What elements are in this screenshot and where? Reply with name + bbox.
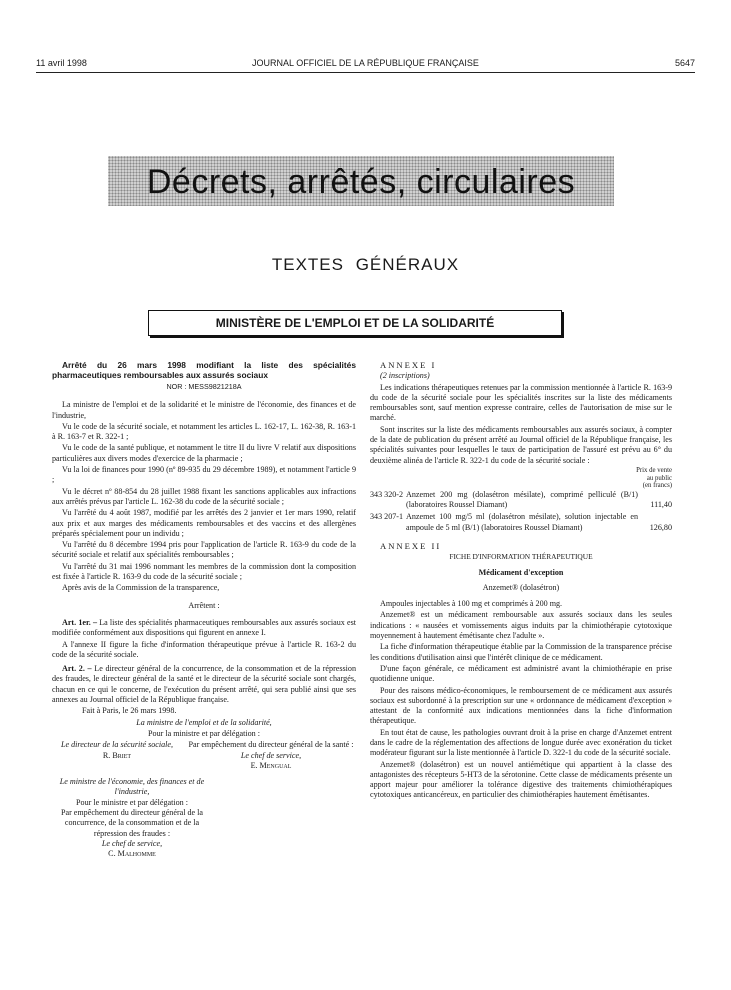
paragraph: Anzemet® est un médicament remboursable aux assurés sociaux dans les seules indications : « nausées et vomissements aigus induits par la chimiothérapie cytotoxique moyennement à hautement émétisante chez l'adulte ». [370, 610, 672, 641]
nor-reference: NOR : MESS9821218A [166, 382, 242, 391]
ministry-box: MINISTÈRE DE L'EMPLOI ET DE LA SOLIDARITÉ [148, 310, 562, 336]
paragraph: Vu le code de la santé publique, et notamment le titre II du livre V relatif aux dispositions particulières aux divers modes d'exercice de la pharmacie ; [52, 443, 356, 463]
medication-text: Anzemet 100 mg/5 ml (dolasétron mésilate), solution injectable en ampoule de 5 ml (B/1) (laboratoires Roussel Diamant) [406, 512, 638, 532]
header-journal: JOURNAL OFFICIEL DE LA RÉPUBLIQUE FRANÇAISE [252, 58, 479, 68]
annexe-1-subtitle: (2 inscriptions) [380, 371, 430, 381]
signatory-title: Le directeur de la sécurité sociale, [60, 740, 174, 750]
signature-block-2 [52, 777, 212, 859]
signatory-name: C. Malhomme [108, 849, 156, 859]
banner-title: Décrets, arrêtés, circulaires [146, 163, 576, 201]
medication-code: 343 320-2 [370, 489, 404, 499]
medication-price: 126,80 [649, 522, 672, 532]
header-date: 11 avril 1998 [36, 58, 87, 68]
paragraph: Après avis de la Commission de la transparence, [62, 583, 220, 593]
paragraph: En tout état de cause, les pathologies ouvrant droit à la prise en charge d'Anzemet entrent dans le cadre de la réglementation des affections de longue durée avec exonération du ticket modérateur figurant sur la liste mentionnée à l'article D. 322-1 du code de la sécurité sociale. [370, 727, 672, 758]
article-1-paragraph-2: A l'annexe II figure la fiche d'information thérapeutique prévue à l'article R. 163-2 du code de la sécurité sociale. [52, 639, 356, 659]
medication-text: Anzemet 200 mg (dolasétron mésilate), comprimé pelliculé (B/1) (laboratoires Roussel Diamant) [406, 489, 638, 510]
signatory-role: La ministre de l'emploi et de la solidarité, [136, 717, 272, 727]
header-page-number: 5647 [674, 58, 695, 68]
signatory-name: E. Mengual [250, 760, 292, 770]
signatory-name: R. Briet [102, 750, 132, 760]
article-2-text: Le directeur général de la concurrence, de la consommation et de la répression des fraudes, le directeur général de la santé et le directeur de la sécurité sociale sont chargés, chacun en ce qui le concerne, de l'exécution du présent arrêté, qui sera publié ainsi que ses annexes au Journal officiel de la République française. [52, 664, 356, 705]
medication-price: 111,40 [650, 500, 672, 510]
paragraph: Vu l'arrêté du 31 mai 1996 nommant les membres de la commission dont la composition est fixée à l'article R. 163-9 du code de la sécurité sociale ; [52, 561, 356, 582]
arretent: Arrêtent : [188, 600, 220, 610]
article-1-text: La liste des spécialités pharmaceutiques remboursables aux assurés sociaux est modifiée conformément aux dispositions qui figurent en annexe I. [52, 617, 356, 638]
paragraph: Pour des raisons médico-économiques, le remboursement de ce médicament aux assurés sociaux est subordonné à la prescription sur une « ordonnance de médicament d'exception » attestant de la conformité aux indications mentionnées dans la fiche d'information thérapeutique. [370, 685, 672, 726]
paragraph: La ministre de l'emploi et de la solidarité et le ministre de l'économie, des finances et de l'industrie, [52, 400, 356, 420]
signature-row [52, 740, 356, 771]
price-header-line: au public [646, 474, 672, 482]
anzemet-heading: Anzemet® (dolasétron) [482, 582, 560, 592]
right-column [370, 360, 672, 802]
signatory-line: Par empêchement du directeur général de la concurrence, de la consommation et de la répression des fraudes : [60, 807, 204, 838]
paragraph: Sont inscrites sur la liste des médicaments remboursables aux assurés sociaux, à compter de la date de publication du présent arrêté au Journal officiel de la République française, les spécialités suivantes pour lesquelles le taux de participation de l'assuré est prévu au 6° du deuxième alinéa de l'article R. 322-1 du code de la sécurité sociale : [370, 424, 672, 465]
arrete-title: Arrêté du 26 mars 1998 modifiant la liste des spécialités pharmaceutiques remboursables aux assurés sociaux [52, 360, 356, 380]
paragraph: Vu l'arrêté du 8 décembre 1994 pris pour l'application de l'article R. 163-9 du code de la sécurité sociale et relatif aux spécialités remboursables ; [52, 540, 356, 560]
fait-a-paris: Fait à Paris, le 26 mars 1998. [82, 706, 177, 716]
paragraph: Vu le code de la sécurité sociale, et notamment les articles L. 162-17, L. 162-38, R. 163-1 à R. 163-7 et R. 322-1 ; [52, 421, 356, 442]
signatory-delegation: Pour la ministre et par délégation : [148, 728, 260, 738]
signatory-title: Le chef de service, [240, 750, 302, 760]
paragraph: D'une façon générale, ce médicament est administré avant la chimiothérapie en prise quotidienne unique. [370, 663, 672, 684]
price-header-line: (en francs) [642, 482, 672, 490]
annexe-2-heading: ANNEXE II [380, 540, 442, 551]
fiche-heading: FICHE D'INFORMATION THÉRAPEUTIQUE [449, 552, 593, 562]
left-column [52, 360, 356, 859]
paragraph: Vu l'arrêté du 4 août 1987, modifié par les arrêtés des 2 janvier et 1er mars 1990, relatif aux prix et aux marges des médicaments remboursables et des vaccins et des allergènes préparés spécialement pour un individu ; [52, 508, 356, 538]
medication-entry [370, 490, 672, 511]
page-header [36, 58, 695, 72]
paragraph: Anzemet® (dolasétron) est un nouvel antiémétique qui appartient à la classe des antagonistes des récepteurs 5-HT3 de la sérotonine. Cette classe de médicaments présente un apport majeur pour améliorer la tolérance digestive des traitements chimiothérapiques cytotoxiques anticancéreux, en particulier des chimiothérapies hautement émétisantes. [370, 759, 672, 800]
medication-code: 343 207-1 [370, 512, 404, 522]
signatory-line: Par empêchement du directeur général de la santé : [188, 740, 354, 750]
section-title: TEXTES GÉNÉRAUX [271, 255, 460, 274]
signatory-delegation: Pour le ministre et par délégation : [76, 797, 188, 807]
paragraph: Ampoules injectables à 100 mg et comprimés à 200 mg. [380, 599, 563, 609]
paragraph: Les indications thérapeutiques retenues par la commission mentionnée à l'article R. 163-9 du code de la sécurité sociale pour les spécialités inscrites sur la liste des médicaments remboursables sont, sauf mention expresse contraire, celles de l'autorisation de mise sur le marché. [370, 382, 672, 423]
annexe-1-heading: ANNEXE I [380, 360, 437, 370]
article-2-label: Art. 2. – [62, 664, 92, 674]
signatory-role: Le ministre de l'économie, des finances et de l'industrie, [59, 777, 205, 797]
price-header-line: Prix de vente [636, 466, 672, 474]
medication-entry [370, 512, 672, 533]
price-header [370, 467, 672, 490]
article-1 [52, 618, 356, 639]
article-2 [52, 664, 356, 705]
paragraph: Vu le décret nº 88-854 du 28 juillet 1988 fixant les sanctions applicables aux infractions aux arrêtés prévus par l'article L. 162-38 du code de la sécurité sociale ; [52, 486, 356, 506]
article-1-label: Art. 1er. – [62, 617, 98, 627]
paragraph: Vu la loi de finances pour 1990 (nº 89-935 du 29 décembre 1989), et notamment l'article 9 ; [52, 465, 356, 485]
paragraph: La fiche d'information thérapeutique établie par la Commission de la transparence précise les conditions d'utilisation ainsi que l'intérêt clinique de ce médicament. [370, 642, 672, 662]
header-rule [36, 72, 695, 73]
medicament-exception-heading: Médicament d'exception [478, 567, 564, 577]
signatory-title: Le chef de service, [101, 838, 163, 848]
